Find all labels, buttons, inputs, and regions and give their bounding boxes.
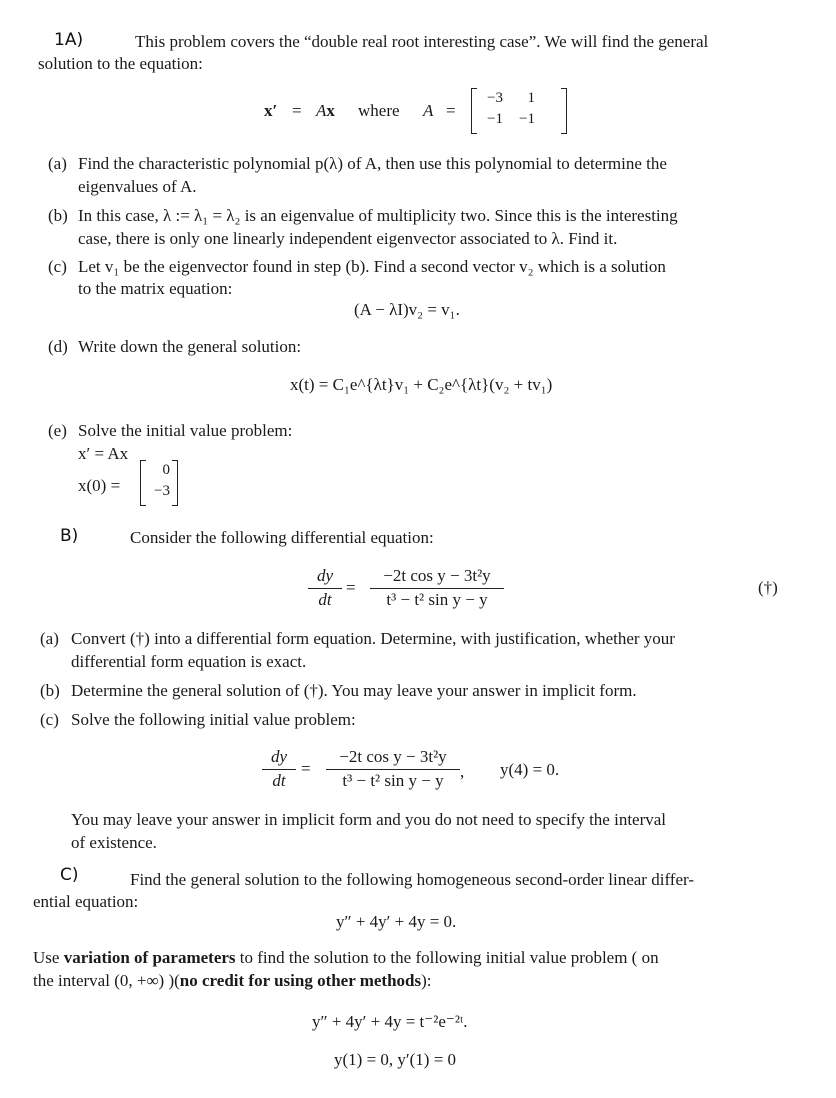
problem-c-label: C) xyxy=(60,865,79,885)
fraction-bar xyxy=(370,588,504,589)
vector-cell-1: 0 xyxy=(162,462,170,478)
vector-cell-2: −3 xyxy=(154,483,170,499)
problem-b-label: B) xyxy=(60,526,79,546)
ivp-equals: = xyxy=(301,759,311,778)
numerator: −2t cos y − 3t²y xyxy=(339,747,447,766)
fraction-bar xyxy=(308,588,342,589)
rhs-fraction xyxy=(370,566,504,612)
eq-matrix-equation: (A − λI)v₂ = v₁. xyxy=(354,300,460,319)
part-1a-c-line2: to the matrix equation: xyxy=(78,279,233,298)
dt: dt xyxy=(272,771,286,790)
matrix-left-bracket xyxy=(471,88,477,134)
denominator: t³ − t² sin y − y xyxy=(342,771,444,790)
part-1a-b-line1: In this case, λ := λ₁ = λ₂ is an eigenvalue of multiplicity two. Since this is the interesting xyxy=(78,206,678,225)
part-1a-b-line2: case, there is only one linearly independent eigenvector associated to λ. Find it. xyxy=(78,229,618,248)
part-b-a-line1: Convert (†) into a differential form equation. Determine, with justification, whether your xyxy=(71,629,675,648)
vp-line2: the interval (0, +∞) )(no credit for using other methods): xyxy=(33,971,432,990)
matrix-cell-21: −1 xyxy=(487,111,503,127)
ivp-1a-equation: x′ = Ax xyxy=(78,444,129,463)
denominator: t³ − t² sin y − y xyxy=(386,590,488,609)
part-b-a-line2: differential form equation is exact. xyxy=(71,652,307,671)
eq-initial-conditions: y(1) = 0, y′(1) = 0 xyxy=(334,1050,457,1069)
part-b-c-tag: (c) xyxy=(40,710,59,729)
dy: dy xyxy=(270,747,288,766)
matrix-cell-22: −1 xyxy=(519,111,535,127)
dy: dy xyxy=(316,566,334,585)
eq-general-solution: x(t) = C₁e^{λt}v₁ + C₂e^{λt}(v₂ + tv₁) xyxy=(290,375,553,394)
part-b-b-line1: Determine the general solution of (†). You may leave your answer in implicit form. xyxy=(71,681,637,700)
eq-a-symbol: A xyxy=(423,101,434,120)
matrix-cell-12: 1 xyxy=(527,90,535,106)
ivp-comma: , xyxy=(460,762,465,781)
note-line2: of existence. xyxy=(71,833,157,852)
eq-x-prime: x′ xyxy=(264,101,278,120)
eq-b-equals: = xyxy=(346,578,356,597)
matrix-cell-11: −3 xyxy=(487,90,503,106)
eq-where: where xyxy=(358,101,400,120)
part-1a-e-tag: (e) xyxy=(48,421,67,440)
part-1a-d-tag: (d) xyxy=(48,337,68,356)
problem-1a-intro-line1: This problem covers the “double real root interesting case”. We will find the general xyxy=(135,32,709,51)
part-1a-a-line2: eigenvalues of A. xyxy=(78,177,197,196)
part-b-b-tag: (b) xyxy=(40,681,60,700)
numerator: −2t cos y − 3t²y xyxy=(383,566,491,585)
eq-ax: Ax xyxy=(316,101,335,120)
eq-nonhomogeneous: y″ + 4y′ + 4y = t⁻²e⁻²ᵗ. xyxy=(312,1012,468,1031)
part-1a-a-line1: Find the characteristic polynomial p(λ) of A, then use this polynomial to determine the xyxy=(78,154,667,173)
dy-dt-fraction xyxy=(308,566,342,612)
eq-homogeneous: y″ + 4y′ + 4y = 0. xyxy=(336,912,457,931)
problem-1a-intro-line2: solution to the equation: xyxy=(38,54,203,73)
ivp-rhs-fraction xyxy=(326,747,460,793)
part-1a-c-line1: Let v₁ be the eigenvector found in step (b). Find a second vector v₂ which is a solution xyxy=(78,257,666,276)
matrix-a xyxy=(471,88,567,134)
dagger-tag: (†) xyxy=(758,578,778,597)
part-1a-b-tag: (b) xyxy=(48,206,68,225)
part-1a-e-line1: Solve the initial value problem: xyxy=(78,421,293,440)
ivp-vector xyxy=(140,460,178,506)
eq-equals-2: = xyxy=(446,101,456,120)
note-line1: You may leave your answer in implicit form and you do not need to specify the interval xyxy=(71,810,667,829)
problem-c-intro-line2: ential equation: xyxy=(33,892,139,911)
problem-b-intro: Consider the following differential equation: xyxy=(130,528,434,547)
dt: dt xyxy=(318,590,332,609)
fraction-bar xyxy=(326,769,460,770)
vp-line1: Use variation of parameters to find the solution to the following initial value problem ( on xyxy=(33,948,659,967)
fraction-bar xyxy=(262,769,296,770)
vector-right-bracket xyxy=(172,460,178,506)
problem-1a-label: 1A) xyxy=(54,30,84,50)
part-b-a-tag: (a) xyxy=(40,629,59,648)
ivp-condition: y(4) = 0. xyxy=(500,760,560,779)
part-1a-d-line1: Write down the general solution: xyxy=(78,337,302,356)
part-1a-a-tag: (a) xyxy=(48,154,67,173)
eq-equals: = xyxy=(292,101,302,120)
problem-c-intro-line1: Find the general solution to the following homogeneous second-order linear differ- xyxy=(130,870,694,889)
ivp-dy-dt-fraction xyxy=(262,747,296,793)
matrix-right-bracket xyxy=(561,88,567,134)
ivp-1a-x0: x(0) = xyxy=(78,476,121,495)
part-1a-c-tag: (c) xyxy=(48,257,67,276)
part-b-c-line1: Solve the following initial value problem: xyxy=(71,710,356,729)
